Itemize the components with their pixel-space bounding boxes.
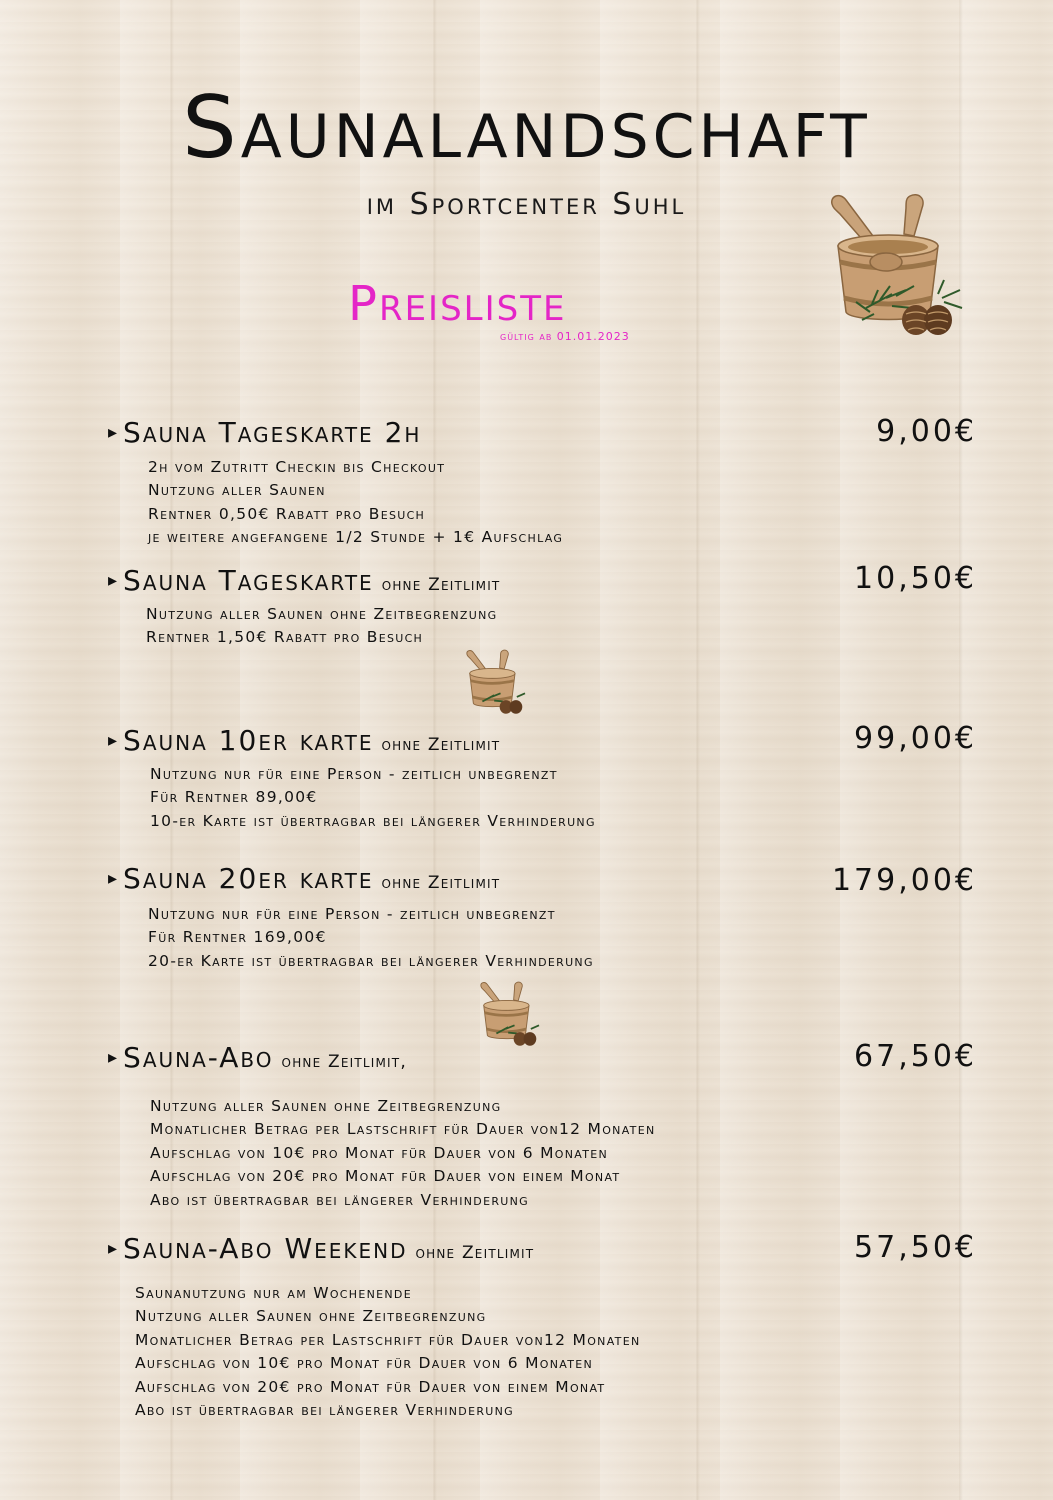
item-sauna-tageskarte — [108, 564, 500, 602]
item-sauna-tageskarte-2h — [108, 416, 421, 454]
item-description — [135, 1282, 640, 1422]
description-line: Rentner 1,50€ Rabatt pro Besuch — [146, 628, 424, 647]
description-line: Saunanutzung nur am Wochenende — [135, 1284, 412, 1302]
description-line: Monatlicher Betrag per Lastschrift für Dauer von12 Monaten — [150, 1120, 656, 1139]
bullet-icon: ▸ — [108, 868, 120, 889]
item-price: 99,00€ — [854, 721, 977, 756]
item-price: 57,50€ — [854, 1230, 977, 1265]
item-price: 179,00€ — [831, 863, 977, 898]
description-line: 20-er Karte ist übertragbar bei längerer Verhinderung — [148, 951, 594, 970]
sauna-bucket-icon — [478, 980, 542, 1048]
description-line: Für Rentner 89,00€ — [150, 788, 318, 807]
item-sauna-20er-karte — [108, 862, 500, 900]
page-subtitle: im Sportcenter Suhl — [366, 187, 687, 222]
item-name: Sauna-Abo Weekend — [123, 1232, 408, 1265]
description-line: Nutzung nur für eine Person - zeitlich unbegrenzt — [148, 905, 556, 923]
description-line: Aufschlag von 10€ pro Monat für Dauer von 6 Monaten — [135, 1354, 594, 1373]
item-sauna-abo-weekend — [108, 1232, 534, 1270]
description-line: Aufschlag von 20€ pro Monat für Dauer von einem Monat — [135, 1377, 606, 1396]
item-name: Sauna 10er karte — [123, 724, 374, 757]
description-line: Für Rentner 169,00€ — [148, 928, 327, 947]
item-note: ohne Zeitlimit — [415, 1243, 535, 1263]
description-line: Nutzung nur für eine Person - zeitlich unbegrenzt — [150, 765, 558, 783]
description-line: Aufschlag von 20€ pro Monat für Dauer von einem Monat — [150, 1167, 621, 1186]
sauna-bucket-icon — [464, 648, 528, 716]
bullet-icon: ▸ — [108, 570, 120, 591]
item-description — [148, 456, 563, 550]
description-line: 2h vom Zutritt Checkin bis Checkout — [148, 458, 446, 476]
description-line: Nutzung aller Saunen ohne Zeitbegrenzung — [135, 1307, 487, 1326]
bullet-icon: ▸ — [108, 730, 120, 751]
description-line: Rentner 0,50€ Rabatt pro Besuch — [148, 504, 426, 523]
description-line: Aufschlag von 10€ pro Monat für Dauer von 6 Monaten — [150, 1143, 609, 1162]
valid-from-label: gültig ab 01.01.2023 — [500, 330, 630, 343]
item-note: ohne Zeitlimit — [381, 575, 501, 595]
item-price: 9,00€ — [876, 414, 977, 449]
sauna-bucket-icon — [826, 190, 966, 340]
item-name: Sauna Tageskarte — [123, 564, 374, 597]
item-price: 67,50€ — [854, 1039, 977, 1074]
item-name: Sauna Tageskarte 2h — [123, 416, 422, 449]
bullet-icon: ▸ — [108, 422, 120, 443]
description-line: Monatlicher Betrag per Lastschrift für Dauer von12 Monaten — [135, 1330, 641, 1349]
item-price: 10,50€ — [854, 561, 977, 596]
description-line: Abo ist übertragbar bei längerer Verhinderung — [150, 1190, 529, 1209]
item-description — [146, 603, 497, 650]
item-name: Sauna-Abo — [123, 1041, 274, 1074]
item-description — [150, 763, 596, 833]
item-description — [148, 903, 594, 973]
description-line: Nutzung aller Saunen ohne Zeitbegrenzung — [146, 605, 498, 623]
description-line: Nutzung aller Saunen ohne Zeitbegrenzung — [150, 1097, 502, 1115]
description-line: Abo ist übertragbar bei längerer Verhinderung — [135, 1401, 514, 1420]
description-line: Nutzung aller Saunen — [148, 481, 326, 500]
bullet-icon: ▸ — [108, 1238, 120, 1259]
item-note: ohne Zeitlimit — [381, 873, 501, 893]
item-note: ohne Zeitlimit, — [281, 1052, 407, 1072]
item-note: ohne Zeitlimit — [381, 735, 501, 755]
bullet-icon: ▸ — [108, 1047, 120, 1068]
description-line: je weitere angefangene 1/2 Stunde + 1€ Aufschlag — [148, 528, 564, 547]
item-name: Sauna 20er karte — [123, 862, 374, 895]
item-sauna-abo — [108, 1041, 407, 1079]
item-description — [150, 1095, 655, 1212]
description-line: 10-er Karte ist übertragbar bei längerer Verhinderung — [150, 811, 596, 830]
pricelist-title: Preisliste — [348, 276, 567, 332]
page-title: Saunalandschaft — [182, 78, 871, 178]
item-sauna-10er-karte — [108, 724, 500, 762]
